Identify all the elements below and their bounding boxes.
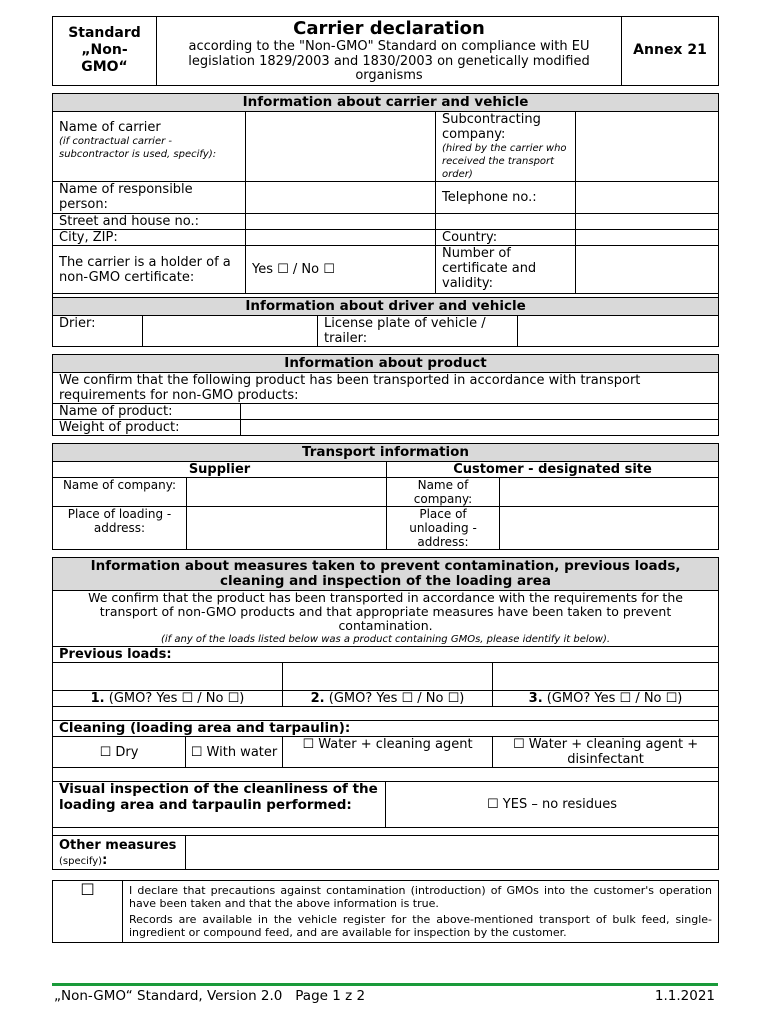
previous-load-2-gmo[interactable]: 2. (GMO? Yes ☐ / No ☐) [283,691,493,707]
city-field[interactable] [246,230,436,246]
driver-table [52,297,719,347]
supplier-company-field[interactable] [187,478,387,507]
loading-place-label: Place of loading - address: [53,507,187,550]
certificate-number-field[interactable] [576,246,719,294]
loading-place-field[interactable] [187,507,387,550]
annex-label: Annex 21 [622,17,719,86]
customer-company-field[interactable] [500,478,719,507]
subcontracting-label: Subcontracting company: (hired by the carrier who received the transport order) [436,112,576,182]
visual-inspection-option[interactable]: ☐ YES – no residues [386,782,719,828]
visual-inspection-label: Visual inspection of the cleanliness of the loading area and tarpaulin performed: [53,782,386,828]
product-weight-field[interactable] [241,420,719,436]
license-plate-label: License plate of vehicle / trailer: [318,316,518,347]
measures-note: (if any of the loads listed below was a product containing GMOs, please identify it below). [160,634,611,645]
cleaning-option-dry[interactable]: ☐ Dry [53,737,186,768]
page-subtitle: according to the "Non-GMO" Standard on compliance with EU legislation 1829/2003 and 1830/2003 on genetically modified organisms [188,39,590,83]
measures-confirm: We confirm that the product has been transported in accordance with the requirements for the transport of non-GMO products and that appropriate measures have been taken to prevent contamination. (if any of the loads listed below was a product containing GMOs, please identify it below). [53,591,719,647]
cleaning-label: Cleaning (loading area and tarpaulin): [53,721,719,737]
product-confirm-text: We confirm that the following product has been transported in accordance with transport requirements for non-GMO products: [53,373,719,404]
previous-load-2-field[interactable] [283,663,493,691]
supplier-heading: Supplier [53,462,387,478]
street-field[interactable] [246,214,436,230]
spacer-row [53,707,719,721]
other-measures-field[interactable] [186,836,719,870]
measures-heading: Information about measures taken to prevent contamination, previous loads, cleaning and inspection of the loading area [53,558,719,591]
footer-line [52,983,718,986]
supplier-company-label: Name of company: [53,478,187,507]
carrier-table [52,93,719,300]
responsible-field[interactable] [246,182,436,214]
declaration-checkbox[interactable]: ☐ [53,881,123,943]
cleaning-option-water[interactable]: ☐ With water [186,737,283,768]
country-label: Country: [436,230,576,246]
footer-left: „Non-GMO“ Standard, Version 2.0 Page 1 z 2 [54,988,366,1004]
transport-heading: Transport information [53,444,719,462]
carrier-heading: Information about carrier and vehicle [53,94,719,112]
standard-label: Standard „Non-GMO“ [53,17,157,86]
cleaning-option-disinfectant[interactable]: ☐ Water + cleaning agent + disinfectant [493,737,719,768]
spacer-row-2 [53,768,719,782]
certificate-number-label: Number of certificate and validity: [436,246,576,294]
carrier-name-label: Name of carrier (if contractual carrier - subcontractor is used, specify): [53,112,246,182]
responsible-label: Name of responsible person: [53,182,246,214]
previous-loads-label: Previous loads: [53,647,719,663]
street-empty [436,214,576,230]
product-name-label: Name of product: [53,404,241,420]
previous-load-1-field[interactable] [53,663,283,691]
driver-heading: Information about driver and vehicle [53,298,719,316]
other-measures-label: Other measures (specify): [53,836,186,870]
license-plate-field[interactable] [518,316,719,347]
page-title: Carrier declaration [293,18,485,39]
country-field[interactable] [576,230,719,246]
declaration-text: I declare that precautions against contamination (introduction) of GMOs into the customer's operation have been taken and that the above information is true. Records are available in the vehicle register for the above-mentioned transport of bulk feed, single-ingredient or compound feed, and are available for inspection by the customer. [123,881,719,943]
street-label: Street and house no.: [53,214,246,230]
header-table [52,16,719,86]
product-weight-label: Weight of product: [53,420,241,436]
telephone-field[interactable] [576,182,719,214]
transport-table [52,443,719,550]
customer-heading: Customer - designated site [387,462,719,478]
certificate-holder-options[interactable]: Yes ☐ / No ☐ [246,246,436,294]
product-name-field[interactable] [241,404,719,420]
previous-load-3-gmo[interactable]: 3. (GMO? Yes ☐ / No ☐) [493,691,719,707]
product-table [52,354,719,436]
footer-date: 1.1.2021 [654,988,715,1004]
city-label: City, ZIP: [53,230,246,246]
carrier-name-field[interactable] [246,112,436,182]
driver-field[interactable] [143,316,318,347]
declaration-table [52,880,719,943]
product-heading: Information about product [53,355,719,373]
measures-table [52,557,719,870]
title-cell [157,17,622,86]
previous-load-3-field[interactable] [493,663,719,691]
unloading-place-label: Place of unloading - address: [387,507,500,550]
previous-load-1-gmo[interactable]: 1. (GMO? Yes ☐ / No ☐) [53,691,283,707]
unloading-place-field[interactable] [500,507,719,550]
street-empty-2 [576,214,719,230]
telephone-label: Telephone no.: [436,182,576,214]
cleaning-option-agent[interactable]: ☐ Water + cleaning agent [283,737,493,768]
subcontracting-field[interactable] [576,112,719,182]
driver-label: Drier: [53,316,143,347]
customer-company-label: Name of company: [387,478,500,507]
certificate-holder-label: The carrier is a holder of a non-GMO certificate: [53,246,246,294]
spacer-row-3 [53,828,719,836]
